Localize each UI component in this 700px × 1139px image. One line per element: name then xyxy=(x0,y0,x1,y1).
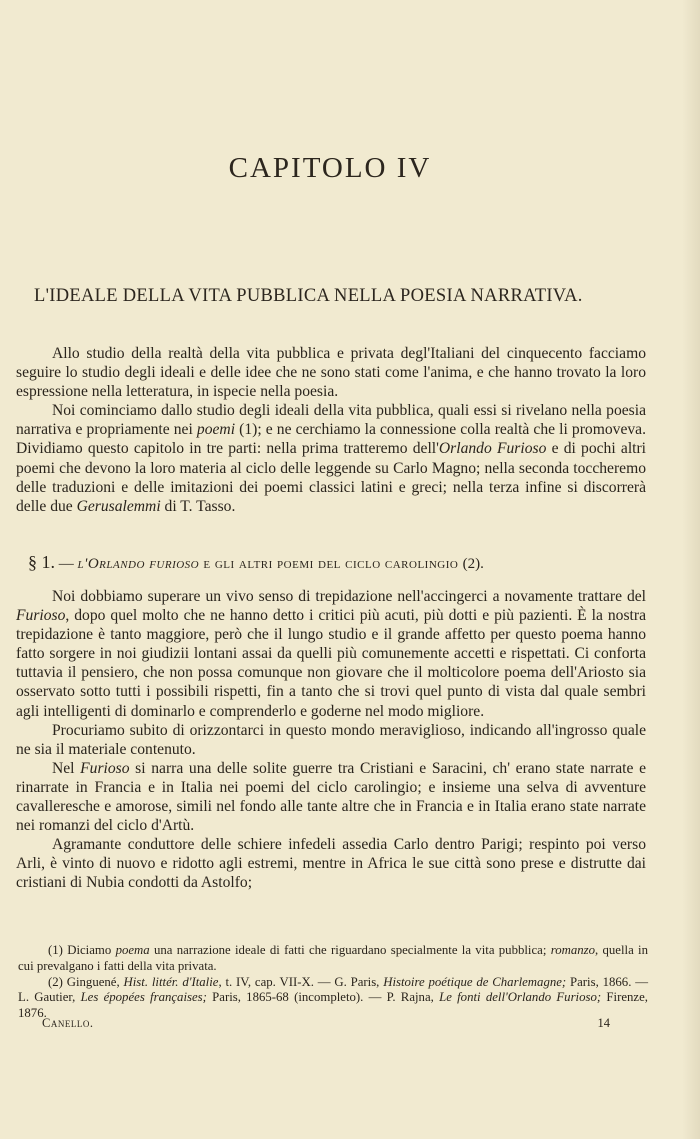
section-dash: — xyxy=(55,556,78,572)
text-run: Nel xyxy=(52,759,81,777)
text-run: , quella in cui prevalgano i fatti della vita privata. xyxy=(18,943,649,973)
italic-title: Furioso xyxy=(16,607,66,625)
italic-title: Hist. littér. d'Italie xyxy=(123,974,219,989)
italic-title: Furioso xyxy=(80,759,130,777)
section-work-title: l'Orlando furioso xyxy=(77,556,200,572)
page-footer xyxy=(42,1016,610,1031)
text-run: (2) Ginguené, xyxy=(48,974,124,989)
text-run: Noi dobbiamo superare un vivo senso di trepidazione nell'accingerci a novamente trattare del xyxy=(52,588,646,605)
text-run: Paris, 1865-68 (incompleto). — P. Rajna, xyxy=(206,990,440,1005)
intro-paragraph-2 xyxy=(16,401,646,516)
footnotes xyxy=(18,943,648,1022)
intro-text xyxy=(16,344,646,516)
footnote-1 xyxy=(18,943,648,975)
body-paragraph-2: Procuriamo subito di orizzontarci in questo mondo meraviglioso, indicando all'ingrosso quale ne sia il materiale contenuto. xyxy=(16,721,646,758)
text-run: (1); e ne cerchiamo la connessione colla realtà che li promoveva. Dividiamo questo capitolo in tre parti: nella prima tratteremo dell' xyxy=(16,421,646,458)
footnote-2 xyxy=(18,975,648,1022)
section-subject: e gli altri poemi del ciclo carolingio xyxy=(199,556,463,572)
text-run: , t. IV, cap. VII-X. — G. Paris, xyxy=(218,974,384,989)
text-run: , dopo quel molto che ne hanno detto i critici più acuti, più dotti e più pazienti. È la nostra trepidazione è tanto maggiore, però che il lungo studio e il grande affetto per questo poema hanno fatto sorgere in noi giudizii lontani assai da quelli più comunemente accetti e rispettati. Ci conforta tuttavia il pensiero, che non possa comunque non giovare che il molticolore poema dell'Ariosto sia osservato sotto tutti i possibili rispetti, fin a tanto che si trovi quel punto di vista dal quale sembri agli intelligenti di dominarlo e comprenderlo e goderne nel modo migliore. xyxy=(16,607,646,720)
chapter-title: L'IDEALE DELLA VITA PUBBLICA NELLA POESIA NARRATIVA. xyxy=(34,286,583,306)
chapter-heading: CAPITOLO IV xyxy=(228,152,432,184)
text-run: si narra una delle solite guerre tra Cristiani e Saracini, ch' erano state narrate e rinarrate in Francia e in Italia nei poemi del ciclo carolingio; e insieme una selva di avventure cavalleresche e amorose, simili nel fondo alle tante altre che in Francia e in Italia erano state narrate nei romanzi del ciclo d'Artù. xyxy=(16,759,646,835)
text-run: Firenze, 1876. xyxy=(18,990,648,1021)
page-edge-shadow xyxy=(682,0,700,1139)
italic-title: Gerusalemmi xyxy=(76,497,161,515)
section-symbol: § 1. xyxy=(28,552,55,572)
italic-term: poema xyxy=(115,943,150,957)
text-run: di T. Tasso. xyxy=(160,497,236,515)
text-run: e di pochi altri poemi che devono la loro materia al ciclo delle leggende su Carlo Magno; nella seconda toccheremo delle traduzioni e delle imitazioni dei poemi classici latini e greci; nella terza infine si discorrerà delle due xyxy=(16,440,647,515)
section-heading xyxy=(28,552,648,573)
italic-title: Orlando Furioso xyxy=(438,440,547,458)
text-run: Paris, 1866. — L. Gautier, xyxy=(18,974,649,1005)
footer-author: Canello. xyxy=(42,1016,94,1030)
italic-term: poemi xyxy=(196,421,236,439)
body-paragraph-1 xyxy=(16,587,646,721)
signature-number: 14 xyxy=(597,1016,610,1030)
body-paragraph-4: Agramante conduttore delle schiere infedeli assedia Carlo dentro Parigi; respinto poi verso Arli, è vinto di nuovo e ridotto agli estremi, mentre in Africa le sue città sono prese e distrutte dai cristiani di Nubia condotti da Astolfo; xyxy=(16,836,646,892)
text-run: Noi cominciamo dallo studio degli ideali della vita pubblica, quali essi si rivelano nella poesia narrativa e propriamente nei xyxy=(16,402,646,439)
italic-term: romanzo xyxy=(550,943,596,957)
italic-title: Les épopées françaises; xyxy=(80,990,207,1005)
footnote-ref: (2). xyxy=(462,556,484,572)
body-paragraph-3 xyxy=(16,759,646,835)
body-text xyxy=(16,587,646,893)
text-run: (1) Diciamo xyxy=(48,943,116,957)
italic-title: Histoire poétique de Charlemagne; xyxy=(383,974,567,989)
intro-paragraph-1: Allo studio della realtà della vita pubblica e privata degl'Italiani del cinquecento facciamo seguire lo studio degli ideali e delle idee che ne sono stati come l'anima, e che hanno trovato la loro espressione nella letteratura, in ispecie nella poesia. xyxy=(16,345,646,401)
italic-title: Le fonti dell'Orlando Furioso; xyxy=(439,990,602,1005)
text-run: una narrazione ideale di fatti che riguardano specialmente la vita pubblica; xyxy=(149,943,551,957)
